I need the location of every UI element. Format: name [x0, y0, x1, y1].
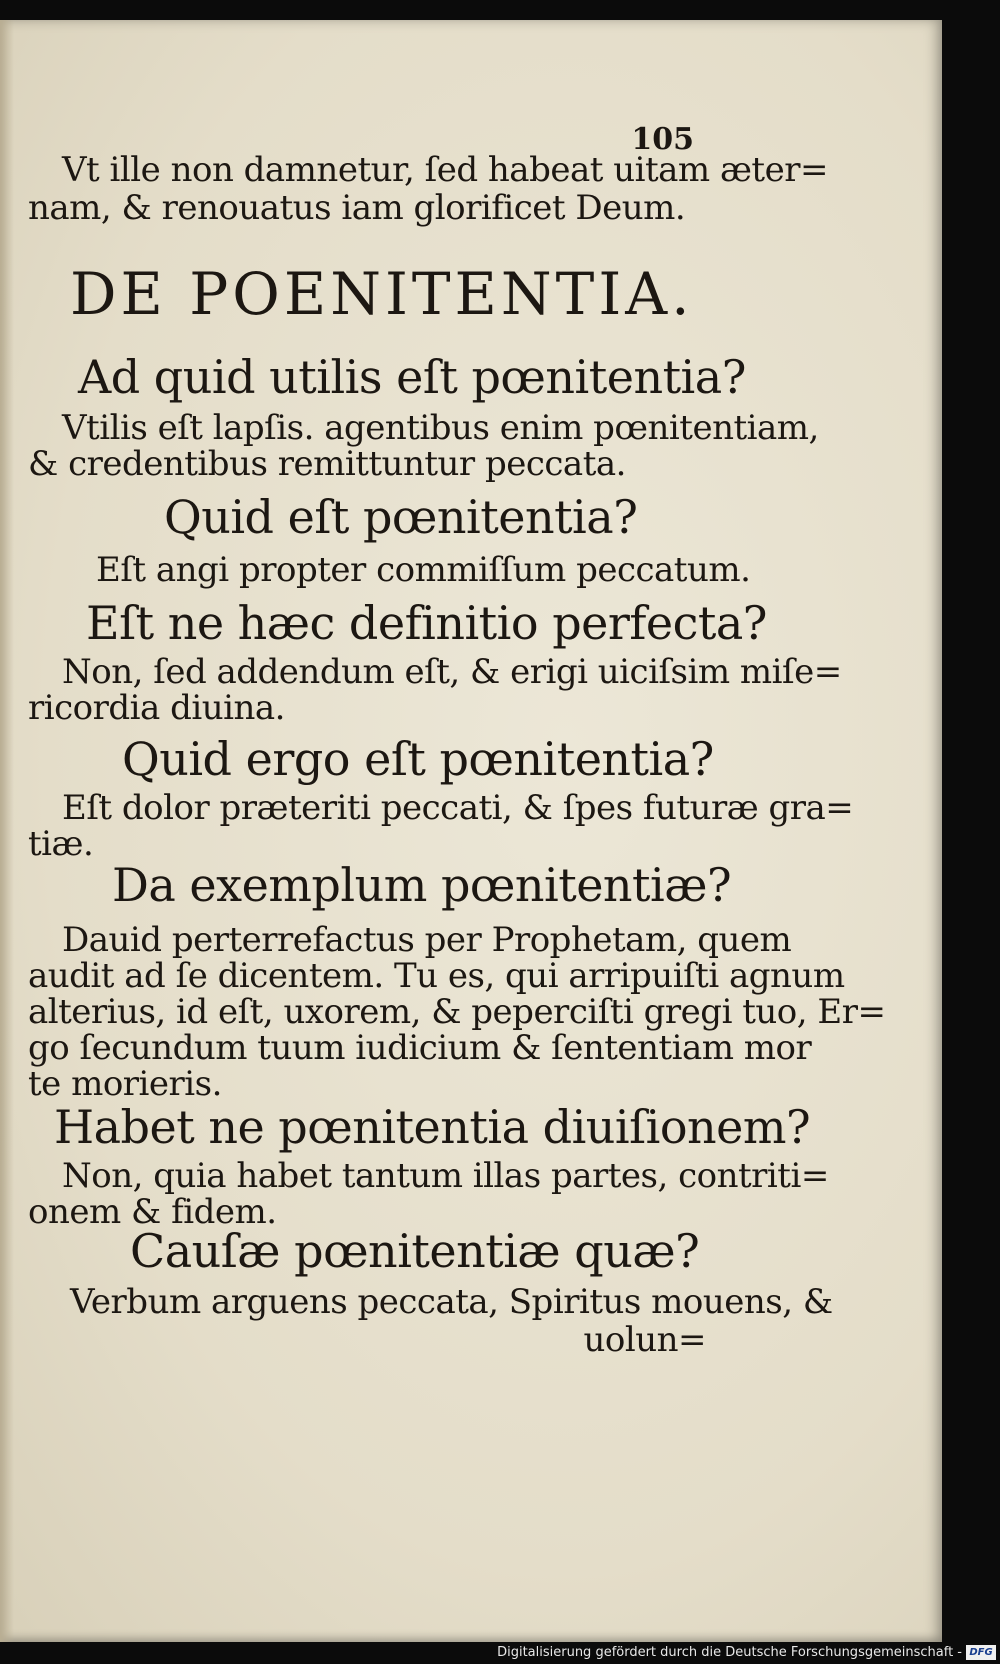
question: Habet ne pœnitentia diuiſionem? [54, 1100, 811, 1154]
answer-line: Eſt dolor præteriti peccati, & ſpes futuræ gra= [62, 788, 854, 828]
page-spine-shadow [0, 20, 14, 1642]
answer-line: go ſecundum tuum iudicium & ſententiam mor [28, 1028, 812, 1068]
question: Da exemplum pœnitentiæ? [112, 858, 732, 912]
answer-line: ricordia diuina. [28, 688, 285, 728]
question: Cauſæ pœnitentiæ quæ? [130, 1224, 700, 1278]
footer-bar [0, 1642, 1000, 1664]
answer-line: Dauid perterrefactus per Prophetam, quem [62, 920, 792, 960]
catchword: uolun= [583, 1320, 706, 1360]
answer-line: Non, quia habet tantum illas partes, contriti= [62, 1156, 829, 1196]
answer-line: Verbum arguens peccata, Spiritus mouens, & [70, 1282, 833, 1322]
text-line: Vt ille non damnetur, ſed habeat uitam æter= [62, 150, 828, 190]
section-heading: DE POENITENTIA. [70, 260, 694, 328]
answer-line: alterius, id eſt, uxorem, & peperciſti gregi tuo, Er= [28, 992, 886, 1032]
book-page [0, 20, 942, 1642]
answer-line: Non, ſed addendum eſt, & erigi uiciſsim miſe= [62, 652, 842, 692]
answer-line: tiæ. [28, 824, 94, 864]
question: Quid ergo eſt pœnitentia? [122, 732, 714, 786]
question: Eſt ne hæc definitio perfecta? [86, 596, 767, 650]
answer-line: onem & fidem. [28, 1192, 277, 1232]
question: Ad quid utilis eſt pœnitentia? [78, 350, 746, 404]
text-line: nam, & renouatus iam glorificet Deum. [28, 188, 686, 228]
answer-line: Eſt angi propter commiſſum peccatum. [96, 550, 751, 590]
question: Quid eſt pœnitentia? [164, 490, 638, 544]
answer-line: audit ad ſe dicentem. Tu es, qui arripuiſti agnum [28, 956, 845, 996]
footer-credit: Digitalisierung gefördert durch die Deutsche Forschungsgemeinschaft - [497, 1645, 962, 1660]
answer-line: & credentibus remittuntur peccata. [28, 444, 626, 484]
page-number: 105 [631, 122, 694, 157]
answer-line: te morieris. [28, 1064, 222, 1104]
dfg-logo: DFG [966, 1645, 996, 1660]
answer-line: Vtilis eſt lapſis. agentibus enim pœnitentiam, [62, 408, 819, 448]
